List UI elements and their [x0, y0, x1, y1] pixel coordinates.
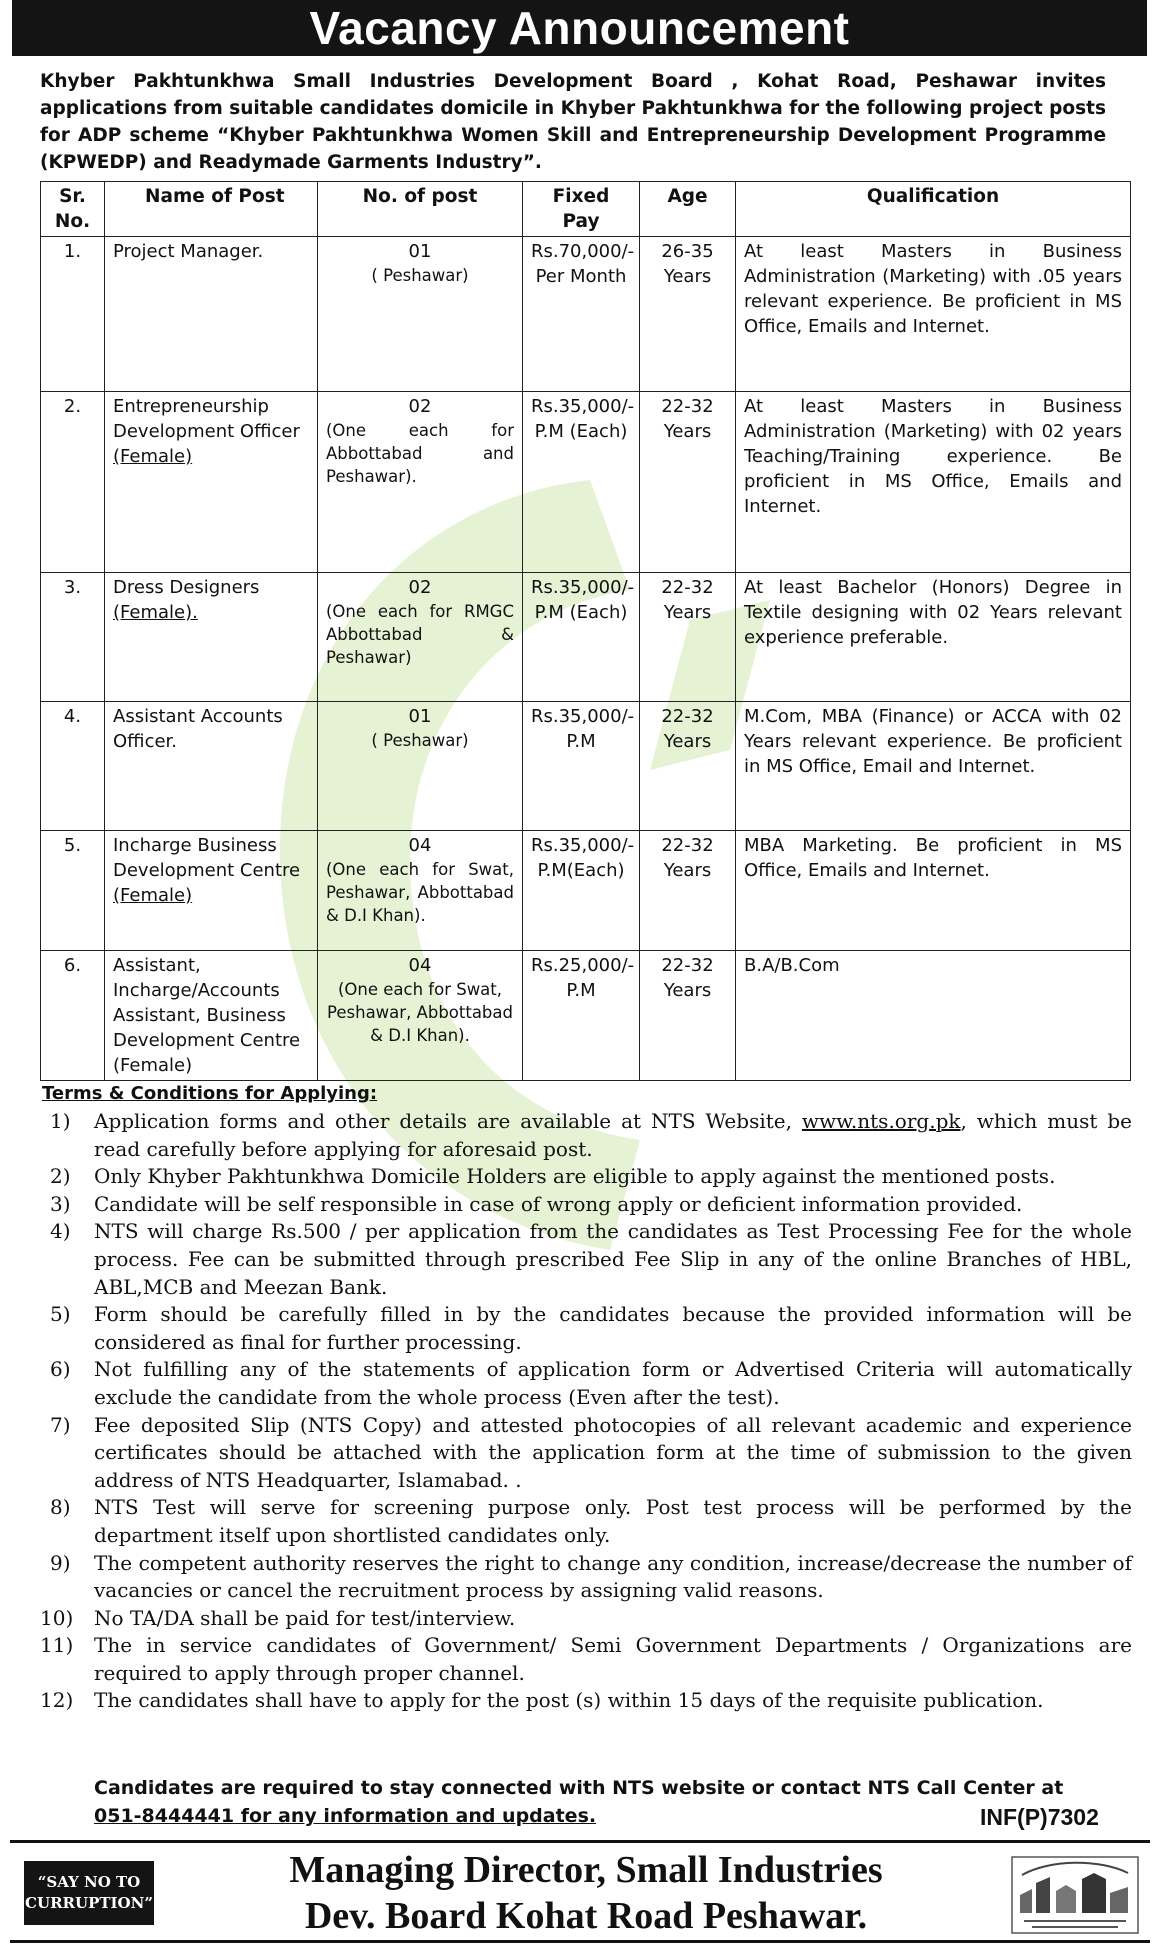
post-count: 02 — [408, 396, 432, 417]
post-name: Project Manager. — [113, 241, 264, 262]
list-item — [40, 1301, 1132, 1356]
row-age — [640, 831, 736, 951]
row-pay — [523, 702, 640, 831]
term-number: 5) — [50, 1302, 71, 1327]
list-item — [40, 1632, 1132, 1687]
post-pay: Rs.25,000/- P.M — [531, 955, 635, 1001]
term-number: 1) — [50, 1109, 71, 1133]
post-age: 22-32 Years — [661, 955, 714, 1001]
term-number: 11) — [40, 1633, 74, 1658]
row-age — [640, 573, 736, 702]
header-qualification: Qualification — [736, 182, 1131, 237]
term-number: 6) — [50, 1357, 71, 1382]
row-count — [318, 831, 523, 951]
post-location: (One each for Swat, Peshawar, Abbottabad & D.I Khan). — [326, 860, 514, 925]
term-number: 4) — [50, 1219, 71, 1244]
term-number: 3) — [50, 1191, 71, 1216]
row-pay — [523, 951, 640, 1081]
header-pay: Fixed Pay — [523, 182, 640, 237]
post-count: 04 — [408, 955, 432, 976]
department-logo-icon — [1010, 1855, 1140, 1935]
term-text: The competent authority reserves the right to change any condition, increase/decrease the number of vacancies or cancel the recruitment process by assigning valid reasons. — [94, 1550, 1132, 1603]
post-pay: Rs.35,000/- P.M — [531, 706, 635, 752]
term-number: 10) — [40, 1605, 74, 1630]
table-header-row — [41, 182, 1131, 237]
table-row — [41, 951, 1131, 1081]
row-post — [105, 951, 318, 1081]
post-name: Assistant, Incharge/Accounts Assistant, Business Development Centre (Female) — [113, 955, 301, 1076]
terms-list — [40, 1108, 1132, 1715]
term-text: Candidate will be self responsible in case of wrong apply or deficient information provided. — [94, 1191, 1023, 1216]
row-count — [318, 702, 523, 831]
term-text: NTS Test will serve for screening purpose only. Post test process will be performed by the department itself upon shortlisted candidates only. — [94, 1495, 1132, 1547]
post-age: 22-32 Years — [661, 577, 714, 623]
row-pay — [523, 237, 640, 392]
term-text: The candidates shall have to apply for the post (s) within 15 days of the requisite publication. — [94, 1688, 1044, 1713]
row-qualification: At least Bachelor (Honors) Degree in Textile designing with 02 Years relevant experience preferable. — [736, 573, 1131, 702]
term-text: Only Khyber Pakhtunkhwa Domicile Holders are eligible to apply against the mentioned posts. — [94, 1164, 1056, 1189]
post-age: 22-32 Years — [661, 835, 714, 881]
post-location: (One each for Swat, Peshawar, Abbottabad & D.I Khan). — [327, 980, 513, 1045]
term-text: Not fulfilling any of the statements of application form or Advertised Criteria will automatically exclude the candidate from the whole process (Even after the test). — [94, 1357, 1132, 1409]
term-number: 7) — [50, 1412, 71, 1437]
row-age — [640, 951, 736, 1081]
row-qualification: At least Masters in Business Administration (Marketing) with 02 years Teaching/Training experience. Be proficient in MS Office, Emails and Internet. — [736, 392, 1131, 573]
post-name: Entrepreneurship Development Officer — [113, 396, 300, 442]
call-center-number: 051-8444441 for any information and updates. — [94, 1805, 597, 1827]
row-sr: 3. — [41, 573, 105, 702]
term-number: 12) — [40, 1688, 74, 1713]
row-age — [640, 237, 736, 392]
post-pay: Rs.70,000/- Per Month — [531, 241, 635, 287]
post-age: 26-35 Years — [661, 241, 714, 287]
page-title: Vacancy Announcement — [12, 0, 1147, 56]
term-text-end: , which must be read carefully before applying for aforesaid post. — [94, 1109, 1132, 1161]
row-post — [105, 831, 318, 951]
term-text: No TA/DA shall be paid for test/interview. — [94, 1605, 516, 1630]
row-sr: 1. — [41, 237, 105, 392]
row-sr: 6. — [41, 951, 105, 1081]
signature-block — [206, 1847, 966, 1939]
term-text: Application forms and other details are available at NTS Website, — [94, 1109, 802, 1133]
row-count — [318, 237, 523, 392]
list-item — [40, 1412, 1132, 1495]
term-number: 9) — [50, 1550, 71, 1575]
row-qualification: At least Masters in Business Administration (Marketing) with .05 years relevant experience. Be proficient in MS Office, Emails and Internet. — [736, 237, 1131, 392]
row-qualification: MBA Marketing. Be proficient in MS Office, Emails and Internet. — [736, 831, 1131, 951]
row-count — [318, 392, 523, 573]
term-text: NTS will charge Rs.500 / per application from the candidates as Test Processing Fee for the whole process. Fee can be submitted through prescribed Fee Slip in any of the online Branches of HBL, ABL,MCB and Meezan Bank. — [94, 1219, 1132, 1299]
table-row — [41, 573, 1131, 702]
post-count: 02 — [408, 577, 432, 598]
list-item — [40, 1108, 1132, 1163]
table-row — [41, 702, 1131, 831]
footer — [10, 1840, 1150, 1943]
table-row — [41, 831, 1131, 951]
list-item — [40, 1687, 1132, 1715]
term-text: The in service candidates of Government/ Semi Government Departments / Organizations are required to apply through proper channel. — [94, 1633, 1132, 1685]
header-count: No. of post — [318, 182, 523, 237]
closing-text: Candidates are required to stay connected with NTS website or contact NTS Call Center at — [94, 1777, 1064, 1799]
term-number: 2) — [50, 1164, 71, 1189]
row-post — [105, 573, 318, 702]
list-item — [40, 1218, 1132, 1301]
post-name: Dress Designers — [113, 577, 260, 598]
list-item — [40, 1191, 1132, 1219]
row-count — [318, 573, 523, 702]
post-count: 04 — [408, 835, 432, 856]
post-age: 22-32 Years — [661, 396, 714, 442]
say-no-to-corruption-badge: “SAY NO TO CURRUPTION” — [24, 1861, 154, 1925]
posts-table — [40, 181, 1131, 1081]
intro-paragraph: Khyber Pakhtunkhwa Small Industries Development Board , Kohat Road, Peshawar invites applications from suitable candidates domicile in Khyber Pakhtunkhwa for the following project posts for ADP scheme “Khyber Pakhtunkhwa Women Skill and Entrepreneurship Development Programme (KPWEDP) and Readymade Garments Industry”. — [40, 71, 1106, 173]
row-post — [105, 702, 318, 831]
header-name: Name of Post — [105, 182, 318, 237]
terms-heading: Terms & Conditions for Applying: — [42, 1083, 378, 1104]
post-location: (One each for RMGC Abbottabad & Peshawar) — [326, 602, 514, 667]
post-count: 01 — [408, 241, 432, 262]
row-pay — [523, 392, 640, 573]
row-sr: 5. — [41, 831, 105, 951]
row-qualification: B.A/B.Com — [736, 951, 1131, 1081]
table-row — [41, 237, 1131, 392]
post-pay: Rs.35,000/- P.M (Each) — [531, 577, 635, 623]
list-item — [40, 1356, 1132, 1411]
list-item — [40, 1163, 1132, 1191]
reference-number: INF(P)7302 — [980, 1804, 1099, 1830]
post-age: 22-32 Years — [661, 706, 714, 752]
post-gender-note: (Female) — [113, 885, 193, 906]
post-location: ( Peshawar) — [371, 266, 469, 285]
list-item — [40, 1550, 1132, 1605]
row-post — [105, 392, 318, 573]
post-name: Incharge Business Development Centre — [113, 835, 301, 881]
row-pay — [523, 573, 640, 702]
post-pay: Rs.35,000/- P.M (Each) — [531, 396, 635, 442]
row-count — [318, 951, 523, 1081]
list-item — [40, 1605, 1132, 1633]
row-post — [105, 237, 318, 392]
list-item — [40, 1494, 1132, 1549]
closing-note — [94, 1774, 1134, 1830]
row-sr: 2. — [41, 392, 105, 573]
header-sr: Sr. No. — [41, 182, 105, 237]
post-pay: Rs.35,000/- P.M(Each) — [531, 835, 635, 881]
post-gender-note: (Female) — [113, 446, 193, 467]
post-location: ( Peshawar) — [371, 731, 469, 750]
term-number: 8) — [50, 1495, 71, 1520]
signature-line-2: Dev. Board Kohat Road Peshawar. — [304, 1895, 868, 1937]
row-sr: 4. — [41, 702, 105, 831]
row-qualification: M.Com, MBA (Finance) or ACCA with 02 Years relevant experience. Be proficient in MS Office, Email and Internet. — [736, 702, 1131, 831]
term-text: Fee deposited Slip (NTS Copy) and attested photocopies of all relevant academic and experience certificates should be attached with the application form at the time of submission to the given address of NTS Headquarter, Islamabad. . — [94, 1412, 1132, 1492]
signature-line-1: Managing Director, Small Industries — [289, 1849, 883, 1891]
post-gender-note: (Female). — [113, 602, 198, 623]
post-name: Assistant Accounts Officer. — [113, 706, 283, 752]
row-age — [640, 392, 736, 573]
term-text: Form should be carefully filled in by the candidates because the provided information will be considered as final for further processing. — [94, 1302, 1132, 1354]
row-age — [640, 702, 736, 831]
nts-website-link[interactable]: www.nts.org.pk — [801, 1109, 961, 1133]
post-location: (One each for Abbottabad and Peshawar). — [326, 421, 514, 486]
post-count: 01 — [408, 706, 432, 727]
table-row — [41, 392, 1131, 573]
header-age: Age — [640, 182, 736, 237]
row-pay — [523, 831, 640, 951]
